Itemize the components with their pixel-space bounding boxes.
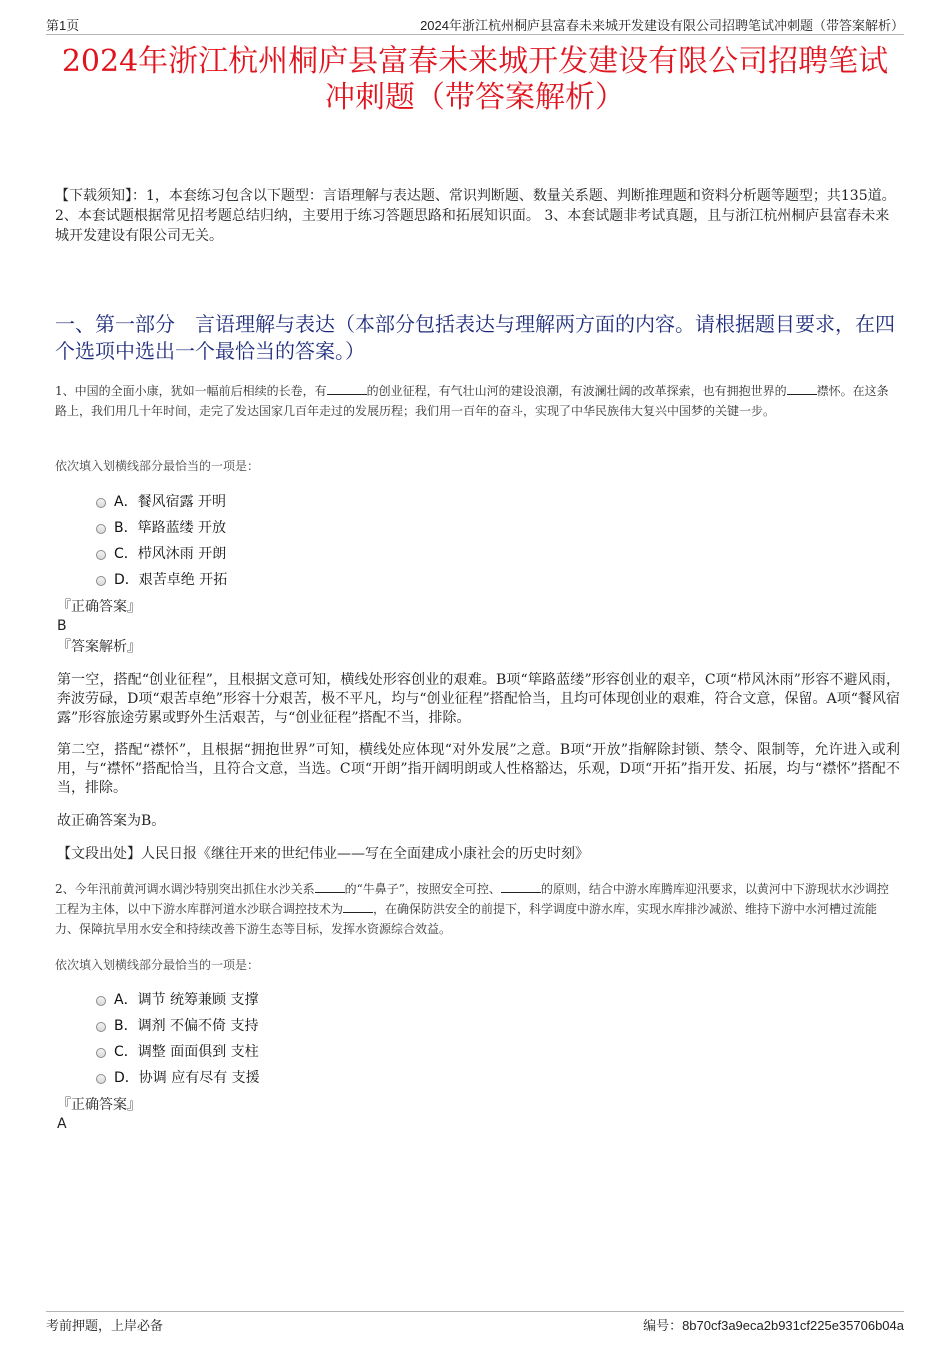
option-b[interactable]: B．筚路蓝缕 开放 xyxy=(96,514,227,540)
blank-3 xyxy=(343,900,373,913)
option-a[interactable]: A．餐风宿露 开明 xyxy=(96,488,227,514)
answer-label: 『正确答案』 xyxy=(57,599,141,615)
download-notice: 【下载须知】：1，本套练习包含以下题型：言语理解与表达题、常识判断题、数量关系题、判断推理题和资料分析题等题型；共135道。 2、本套试题根据常见招考题总结归纳，主要用于练习答题思路和拓展知识面。 3、本套试题非考试真题，且与浙江杭州桐庐县富春未来城开发建设有限公司无关。 xyxy=(55,188,896,244)
footer-slogan: 考前押题，上岸必备 xyxy=(46,1318,164,1333)
radio-icon[interactable] xyxy=(96,576,106,586)
radio-icon[interactable] xyxy=(96,498,106,508)
radio-icon[interactable] xyxy=(96,996,106,1006)
option-c[interactable]: C．调整 面面俱到 支柱 xyxy=(96,1038,260,1064)
footer-serial: 编号：8b70cf3a9eca2b931cf225e35706b04a xyxy=(643,1318,904,1333)
radio-icon[interactable] xyxy=(96,1022,106,1032)
blank-2 xyxy=(501,880,541,893)
analysis-conclusion: 故正确答案为B。 xyxy=(57,813,166,829)
analysis-source: 【文段出处】人民日报《继往开来的世纪伟业——写在全面建成小康社会的历史时刻》 xyxy=(57,846,589,862)
option-c[interactable]: C．栉风沐雨 开朗 xyxy=(96,540,227,566)
question-1-stem: 1、中国的全面小康，犹如一幅前后相续的长卷，有 的创业征程，有气壮山河的建设浪潮，有波澜壮阔的改革探索，也有拥抱世界的 襟怀。在这条路上，我们用几十年时间，走完了发达国家几百年走过的发展历程；我们用一百年的奋斗，实现了中华民族伟大复兴中国梦的关键一步。 xyxy=(55,384,889,418)
blank-1 xyxy=(315,880,345,893)
analysis-paragraph-2: 第二空，搭配“襟怀”，且根据“拥抱世界”可知，横线处应体现“对外发展”之意。B项“开放”指解除封锁、禁令、限制等，允许进入或利用，与“襟怀”搭配恰当，且符合文意，当选。C项“开朗”指开阔明朗或人性格豁达，乐观，D项“开拓”指开发、拓展，均与“襟怀”搭配不当，排除。 xyxy=(57,742,900,796)
page-header xyxy=(46,12,904,35)
radio-icon[interactable] xyxy=(96,524,106,534)
title-line-1: 2024年浙江杭州桐庐县富春未来城开发建设有限公司招聘笔试 xyxy=(61,44,889,79)
question-2-answer xyxy=(57,1096,900,1134)
option-a[interactable]: A．调节 统筹兼顾 支撑 xyxy=(96,986,260,1012)
analysis-label: 『答案解析』 xyxy=(57,639,141,655)
radio-icon[interactable] xyxy=(96,550,106,560)
answer-value: A xyxy=(57,1116,67,1132)
question-1-prompt: 依次填入划横线部分最恰当的一项是： xyxy=(55,459,260,473)
blank-2 xyxy=(787,382,817,395)
analysis-paragraph-1: 第一空，搭配“创业征程”，且根据文意可知，横线处形容创业的艰难。B项“筚路蓝缕”形容创业的艰辛，C项“栉风沐雨”形容不避风雨，奔波劳碌，D项“艰苦卓绝”形容十分艰苦，极不平凡，均与“创业征程”搭配恰当，且均可体现创业的艰难，符合文意，保留。A项“餐风宿露”形容旅途劳累或野外生活艰苦，与“创业征程”搭配不当，排除。 xyxy=(57,672,900,726)
question-2-options xyxy=(96,986,260,1090)
document-title xyxy=(40,44,910,116)
page-footer xyxy=(46,1311,904,1333)
question-2-stem: 2、今年汛前黄河调水调沙特别突出抓住水沙关系 的“牛鼻子”，按照安全可控、 的原则，结合中游水库腾库迎汛要求，以黄河中下游现状水沙调控工程为主体，以中下游水库群河道水沙联合调控技术为 ，在确保防洪安全的前提下，科学调度中游水库，实现水库排沙减淤、维持下游中水河槽过流能力、保障抗旱用水安全和持续改善下游生态等目标，发挥水资源综合效益。 xyxy=(55,882,889,936)
answer-label: 『正确答案』 xyxy=(57,1097,141,1113)
radio-icon[interactable] xyxy=(96,1074,106,1084)
question-1-answer xyxy=(57,598,900,657)
running-title: 2024年浙江杭州桐庐县富春未来城开发建设有限公司招聘笔试冲刺题（带答案解析） xyxy=(420,18,904,33)
option-d[interactable]: D．艰苦卓绝 开拓 xyxy=(96,566,227,592)
option-b[interactable]: B．调剂 不偏不倚 支持 xyxy=(96,1012,260,1038)
radio-icon[interactable] xyxy=(96,1048,106,1058)
question-1-options xyxy=(96,488,227,592)
title-line-2: 冲刺题（带答案解析） xyxy=(325,80,625,115)
option-d[interactable]: D．协调 应有尽有 支援 xyxy=(96,1064,260,1090)
question-2-prompt: 依次填入划横线部分最恰当的一项是： xyxy=(55,958,260,972)
page-number: 第1页 xyxy=(46,18,80,33)
blank-1 xyxy=(327,382,367,395)
section-heading: 一、第一部分 言语理解与表达（本部分包括表达与理解两方面的内容。请根据题目要求，在四个选项中选出一个最恰当的答案。） xyxy=(55,312,895,363)
answer-value: B xyxy=(57,618,67,634)
